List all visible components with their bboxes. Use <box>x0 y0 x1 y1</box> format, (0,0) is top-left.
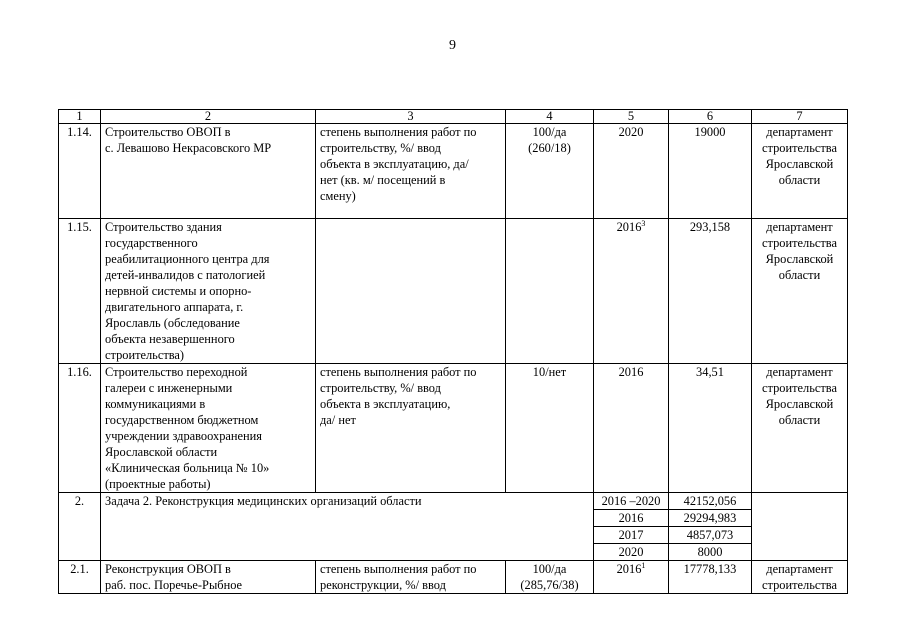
text-line: области <box>778 173 821 187</box>
text-line: Строительство ОВОП в <box>105 125 231 139</box>
program-table <box>58 109 848 594</box>
text-line: Ярославской <box>765 252 834 266</box>
text-line: Строительство здания <box>105 220 222 234</box>
text-line: строительства <box>762 141 837 155</box>
header-cell: 5 <box>594 110 669 124</box>
indicator-cell <box>316 364 506 493</box>
executor-cell <box>752 561 848 594</box>
table-row <box>59 124 848 219</box>
object-name-cell <box>101 124 316 219</box>
indicator-cell <box>316 219 506 364</box>
task-year: 2016 <box>594 510 668 527</box>
text-line: области <box>778 268 821 282</box>
value-cell <box>506 364 594 493</box>
year-cell: 2020 <box>594 124 669 219</box>
text-line: объекта незавершенного <box>105 332 235 346</box>
year-cell: 2016$^1$ <box>594 561 669 594</box>
task-amount: 4857,073 <box>669 527 751 544</box>
executor-cell <box>752 219 848 364</box>
task-year: 2020 <box>618 545 644 559</box>
header-cell: 4 <box>506 110 594 124</box>
text-line: реконструкции, %/ ввод <box>320 578 446 592</box>
indicator-cell <box>316 561 506 594</box>
text-line: да/ нет <box>320 413 356 427</box>
task-row <box>59 493 848 561</box>
header-cell: 1 <box>59 110 101 124</box>
text-line: Реконструкция ОВОП в <box>105 562 231 576</box>
text-line: 10/нет <box>532 365 567 379</box>
footnote-mark: 1 <box>641 561 646 570</box>
task-title: Задача 2. Реконструкция медицинских организаций области <box>101 493 594 561</box>
value-cell <box>506 561 594 594</box>
task-amounts-list <box>669 493 751 560</box>
header-cell: 7 <box>752 110 848 124</box>
text-line: департамент <box>766 125 833 139</box>
table-row <box>59 364 848 493</box>
indicator-cell <box>316 124 506 219</box>
text-line: объекта в эксплуатацию, да/ <box>320 157 469 171</box>
row-number: 1.15. <box>59 219 101 364</box>
header-cell: 6 <box>669 110 752 124</box>
text-line: смену) <box>320 189 356 203</box>
amount-cell: 293,158 <box>669 219 752 364</box>
text-line: коммуникациями в <box>105 397 206 411</box>
task-amount: 42152,056 <box>669 493 751 510</box>
text-line: Ярославль (обследование <box>105 316 240 330</box>
text-line: департамент <box>766 365 833 379</box>
text-line: государственного <box>105 236 198 250</box>
row-number: 1.14. <box>59 124 101 219</box>
text-line: департамент <box>766 562 833 576</box>
object-name-cell <box>101 219 316 364</box>
object-name-cell <box>101 561 316 594</box>
text-line: двигательного аппарата, г. <box>105 300 244 314</box>
text-line: (285,76/38) <box>520 578 579 592</box>
year-cell: 2016$^3$ <box>594 219 669 364</box>
text-line: степень выполнения работ по <box>320 365 477 379</box>
text-line: с. Левашово Некрасовского МР <box>105 141 272 155</box>
text-line: раб. пос. Поречье-Рыбное <box>105 578 243 592</box>
text-line: учреждении здравоохранения <box>105 429 262 443</box>
text-line: детей-инвалидов с патологией <box>105 268 266 282</box>
page-number: 9 <box>449 38 456 53</box>
text-line: (260/18) <box>528 141 571 155</box>
text-line: степень выполнения работ по <box>320 125 477 139</box>
text-line: реабилитационного центра для <box>105 252 270 266</box>
table-row <box>59 219 848 364</box>
text-line: строительства <box>762 236 837 250</box>
amount-cell: 19000 <box>669 124 752 219</box>
header-row <box>59 110 848 124</box>
task-year: 2017 <box>594 527 668 544</box>
value-cell <box>506 219 594 364</box>
text-line: 100/да <box>532 125 567 139</box>
task-amount: 29294,983 <box>669 510 751 527</box>
header-cell: 2 <box>101 110 316 124</box>
text-line: строительства <box>762 578 837 592</box>
amount-cell: 34,51 <box>669 364 752 493</box>
text-line: области <box>778 413 821 427</box>
text-line: департамент <box>766 220 833 234</box>
text-line: нет (кв. м/ посещений в <box>320 173 446 187</box>
table-row <box>59 561 848 594</box>
task-amount: 8000 <box>697 545 723 559</box>
text-line: строительства <box>762 381 837 395</box>
year-cell: 2016 <box>594 364 669 493</box>
text-line: строительству, %/ ввод <box>320 141 441 155</box>
text-line: (проектные работы) <box>105 477 211 491</box>
executor-cell <box>752 493 848 561</box>
text-line: объекта в эксплуатацию, <box>320 397 451 411</box>
text-line: государственном бюджетном <box>105 413 259 427</box>
executor-cell <box>752 124 848 219</box>
text-line: Ярославской <box>765 397 834 411</box>
task-amounts-cell <box>669 493 752 561</box>
text-line: строительству, %/ ввод <box>320 381 441 395</box>
row-number: 2. <box>59 493 101 561</box>
header-cell: 3 <box>316 110 506 124</box>
task-year: 2016 –2020 <box>594 493 668 510</box>
executor-cell <box>752 364 848 493</box>
text-line: «Клиническая больница № 10» <box>105 461 270 475</box>
object-name-cell <box>101 364 316 493</box>
task-years-list <box>594 493 668 560</box>
text-line: строительства) <box>105 348 185 362</box>
amount-cell: 17778,133 <box>669 561 752 594</box>
task-years-cell <box>594 493 669 561</box>
footnote-mark: 3 <box>641 219 646 228</box>
row-number: 1.16. <box>59 364 101 493</box>
text-line: галереи с инженерными <box>105 381 233 395</box>
row-number: 2.1. <box>59 561 101 594</box>
text-line: 100/да <box>532 562 567 576</box>
text-line: Строительство переходной <box>105 365 248 379</box>
text-line: нервной системы и опорно- <box>105 284 252 298</box>
text-line: Ярославской области <box>105 445 218 459</box>
text-line: Ярославской <box>765 157 834 171</box>
text-line: степень выполнения работ по <box>320 562 477 576</box>
value-cell <box>506 124 594 219</box>
